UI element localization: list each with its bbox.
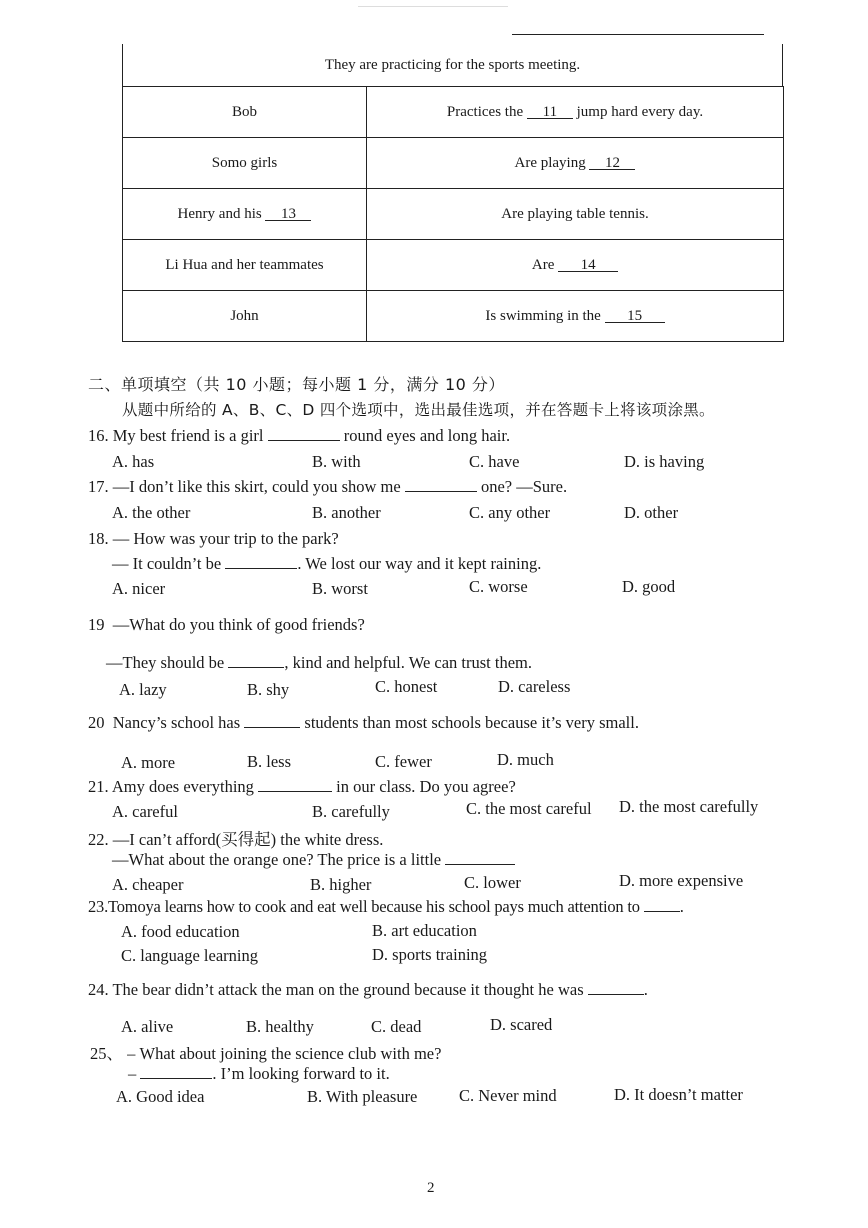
option-a: A. cheaper xyxy=(112,875,184,894)
table-cell-who xyxy=(123,189,367,240)
table-row xyxy=(123,291,784,342)
option-c: C. any other xyxy=(469,503,551,522)
stem-text: , kind and helpful. We can trust them. xyxy=(284,653,533,672)
option-a: A. lazy xyxy=(119,680,167,699)
stem-text: — It couldn’t be xyxy=(112,554,226,573)
stem-text: . xyxy=(643,980,648,999)
cell-text: jump hard every day. xyxy=(572,103,704,120)
question-17-stem xyxy=(88,477,567,497)
stem-text: . We lost our way and it kept raining. xyxy=(297,554,542,573)
table-row xyxy=(123,138,784,189)
option-b: B. worst xyxy=(312,579,368,598)
question-number: 25、 xyxy=(90,1044,123,1063)
option-d: D. scared xyxy=(490,1015,553,1034)
question-23-stem xyxy=(88,897,684,917)
question-number: 18. xyxy=(88,529,109,548)
option-b: B. shy xyxy=(247,680,290,699)
table-cell-who: Somo girls xyxy=(123,138,367,189)
stem-text: —I can’t afford(买得起) the white dress. xyxy=(112,830,384,849)
question-number: 22. xyxy=(88,830,109,849)
section-instruction: 从题中所给的 A、B、C、D 四个选项中，选出最佳选项，并在答题卡上将该项涂黑。 xyxy=(122,401,715,419)
cell-text: Practices the xyxy=(446,103,527,120)
option-a: A. careful xyxy=(112,802,178,821)
stem-text: . xyxy=(679,897,684,916)
option-a: A. nicer xyxy=(112,579,166,598)
cell-text: Henry and his xyxy=(177,205,266,222)
option-c: C. honest xyxy=(375,677,438,696)
table-cell-what xyxy=(367,138,784,189)
stem-text: in our class. Do you agree? xyxy=(332,777,516,796)
option-d: D. the most carefully xyxy=(619,797,759,816)
option-c: C. language learning xyxy=(121,946,258,965)
stem-text: —I don’t like this skirt, could you show me xyxy=(112,477,405,496)
option-b: B. with xyxy=(312,452,361,471)
option-d: D. more expensive xyxy=(619,871,744,890)
table-cell-what: Are playing table tennis. xyxy=(367,189,784,240)
blank-15 xyxy=(605,308,665,323)
question-number: 24 xyxy=(88,980,105,999)
option-d: D. careless xyxy=(498,677,571,696)
answer-blank xyxy=(244,713,300,728)
blank-11 xyxy=(527,104,573,119)
table-row xyxy=(123,240,784,291)
cell-text: Are playing xyxy=(514,154,590,171)
stem-text: Tomoya learns how to cook and eat well because his school pays much attention to xyxy=(108,897,644,916)
option-c: C. have xyxy=(469,452,520,471)
question-20-stem xyxy=(88,713,639,733)
option-a: A. alive xyxy=(121,1017,174,1036)
option-b: B. less xyxy=(247,752,292,771)
table-cell-what xyxy=(367,240,784,291)
stem-text: Amy does everything xyxy=(111,777,259,796)
option-d: D. is having xyxy=(624,452,705,471)
question-number: 19 xyxy=(88,615,105,634)
page-number: 2 xyxy=(427,1180,435,1196)
table-cell-what xyxy=(367,87,784,138)
question-19-line1 xyxy=(88,615,365,635)
question-21-stem xyxy=(88,777,516,797)
option-d: D. It doesn’t matter xyxy=(614,1085,743,1104)
answer-blank xyxy=(140,1064,212,1079)
option-a: A. food education xyxy=(121,922,240,941)
table-header: They are practicing for the sports meeting. xyxy=(122,44,783,86)
blank-number: 15 xyxy=(627,307,643,324)
stem-text: – What about joining the science club with me? xyxy=(127,1044,442,1063)
answer-blank xyxy=(228,653,284,668)
stem-text: round eyes and long hair. xyxy=(339,426,511,445)
question-25-stem xyxy=(128,1064,390,1084)
stem-text: . I’m looking forward to it. xyxy=(212,1064,390,1083)
stem-text: – xyxy=(128,1064,141,1083)
stem-text: — How was your trip to the park? xyxy=(112,529,339,548)
info-table xyxy=(122,44,783,342)
option-c: C. Never mind xyxy=(459,1086,557,1105)
section-title: 二、单项填空（共 10 小题；每小题 1 分，满分 10 分） xyxy=(88,375,505,394)
answer-blank xyxy=(405,477,477,492)
option-b: B. With pleasure xyxy=(307,1087,418,1106)
option-b: B. higher xyxy=(310,875,372,894)
stem-text: one? —Sure. xyxy=(476,477,568,496)
question-19-stem xyxy=(106,653,532,673)
option-a: A. the other xyxy=(112,503,191,522)
question-22-stem xyxy=(112,850,515,870)
option-a: A. has xyxy=(112,452,155,471)
question-18-stem xyxy=(112,554,541,574)
stem-text: Nancy’s school has xyxy=(112,713,245,732)
blank-13 xyxy=(265,206,311,221)
option-b: B. another xyxy=(312,503,381,522)
option-b: B. art education xyxy=(372,921,477,940)
stem-text: . The bear didn’t attack the man on the ground because it thought he was xyxy=(104,980,588,999)
table-row xyxy=(123,87,784,138)
question-18-line1 xyxy=(88,529,339,549)
blank-number: 14 xyxy=(580,256,596,273)
option-d: D. other xyxy=(624,503,679,522)
option-d: D. much xyxy=(497,750,554,769)
table-cell-who: Li Hua and her teammates xyxy=(123,240,367,291)
answer-blank xyxy=(445,850,515,865)
blank-number: 12 xyxy=(604,154,620,171)
question-24-stem xyxy=(88,980,648,1000)
stem-text: —What do you think of good friends? xyxy=(112,615,365,634)
answer-blank xyxy=(588,980,644,995)
cell-text: Is swimming in the xyxy=(485,307,605,324)
info-table-grid xyxy=(122,86,784,342)
answer-blank xyxy=(225,554,297,569)
option-a: A. more xyxy=(121,753,176,772)
question-number: 20 xyxy=(88,713,105,732)
blank-number: 13 xyxy=(280,205,296,222)
answer-blank xyxy=(268,426,340,441)
question-number: 23. xyxy=(88,897,109,916)
question-22-line1 xyxy=(88,826,383,850)
option-c: C. the most careful xyxy=(466,799,592,818)
answer-blank xyxy=(644,897,680,912)
name-line xyxy=(512,34,764,35)
table-row xyxy=(123,189,784,240)
table-cell-who: Bob xyxy=(123,87,367,138)
option-d: D. sports training xyxy=(372,945,488,964)
blank-number: 11 xyxy=(542,103,558,120)
option-c: C. dead xyxy=(371,1017,422,1036)
stem-text: students than most schools because it’s very small. xyxy=(300,713,639,732)
blank-12 xyxy=(589,155,635,170)
option-c: C. worse xyxy=(469,577,528,596)
faint-top-rule xyxy=(358,6,508,7)
question-number: 17. xyxy=(88,477,109,496)
answer-blank xyxy=(258,777,332,792)
table-cell-who: John xyxy=(123,291,367,342)
stem-text: My best friend is a girl xyxy=(112,426,268,445)
table-cell-what xyxy=(367,291,784,342)
option-c: C. fewer xyxy=(375,752,432,771)
question-number: 21. xyxy=(88,777,109,796)
cell-text: Are xyxy=(531,256,559,273)
stem-text: —What about the orange one? The price is a little xyxy=(112,850,446,869)
option-d: D. good xyxy=(622,577,676,596)
question-16-stem xyxy=(88,426,510,446)
option-c: C. lower xyxy=(464,873,521,892)
question-number: 16. xyxy=(88,426,109,445)
option-a: A. Good idea xyxy=(116,1087,205,1106)
stem-text: —They should be xyxy=(106,653,229,672)
option-b: B. healthy xyxy=(246,1017,314,1036)
option-b: B. carefully xyxy=(312,802,390,821)
question-25-line1 xyxy=(90,1040,441,1064)
blank-14 xyxy=(558,257,618,272)
